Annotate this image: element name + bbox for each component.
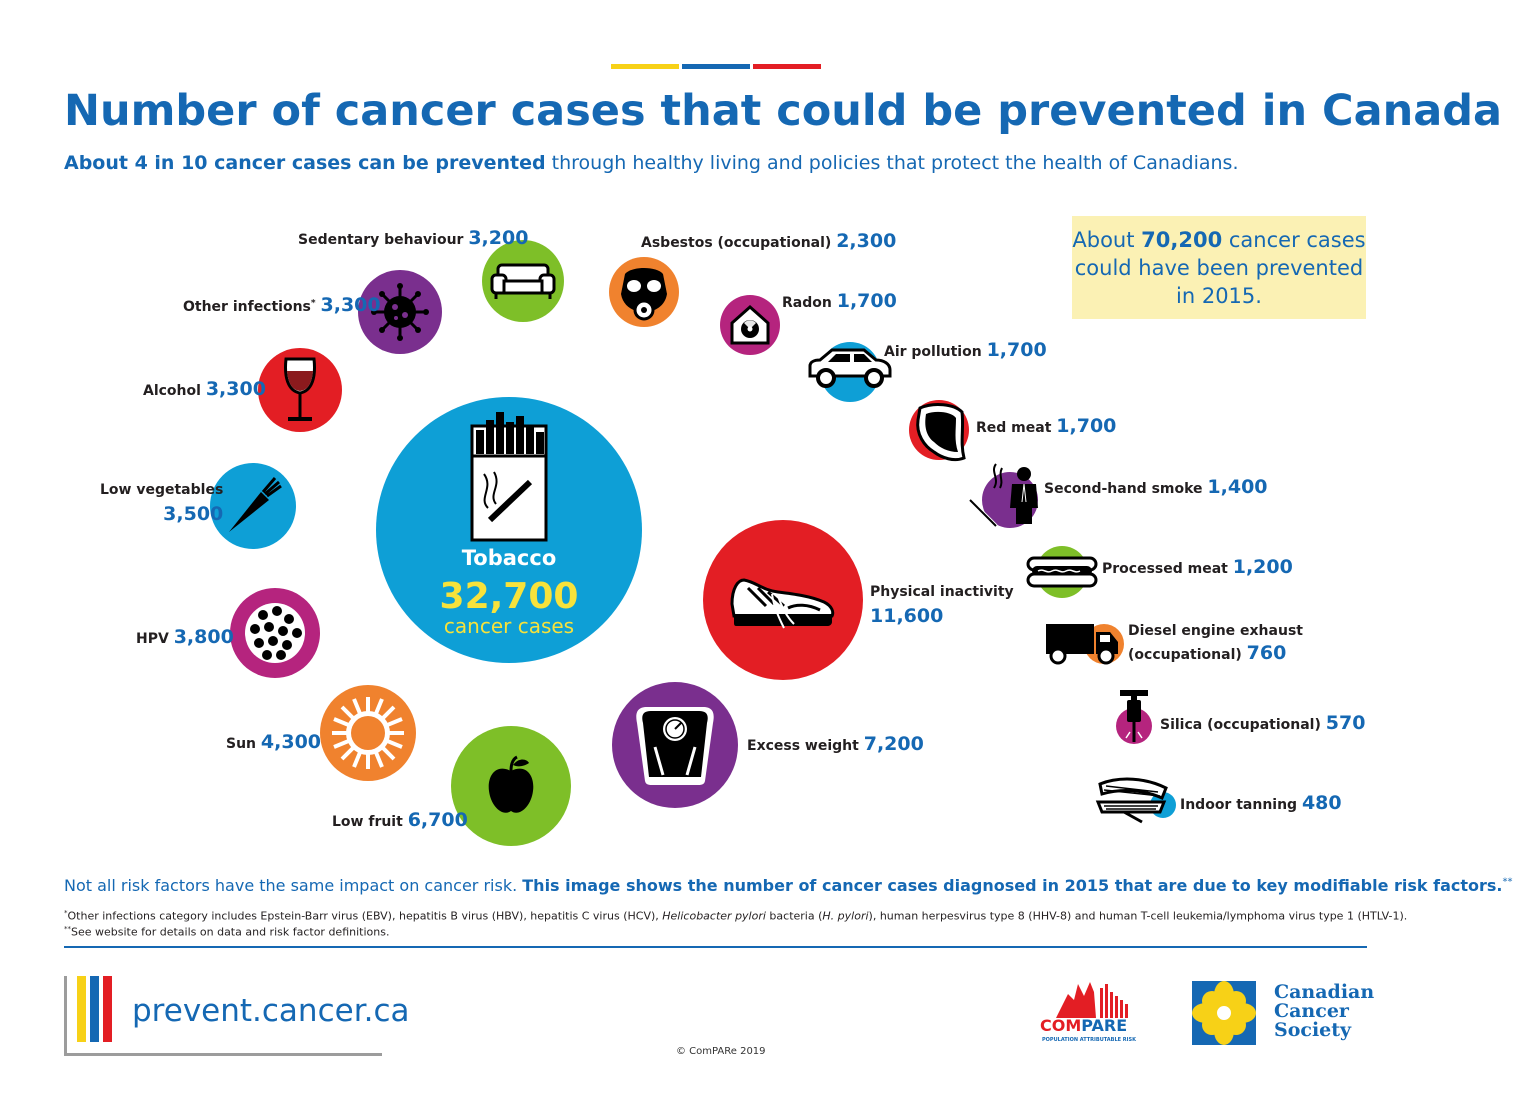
alcohol-circle	[258, 348, 342, 432]
hpv-circle	[230, 588, 320, 678]
sofa-icon	[490, 261, 556, 301]
tobacco-label: Tobacco	[461, 546, 557, 570]
ccs-name: Canadian Cancer Society	[1274, 981, 1375, 1041]
maple-leaf-icon	[1054, 978, 1138, 1020]
compare-tagline: POPULATION ATTRIBUTABLE RISK	[1042, 1037, 1136, 1043]
page-title: Number of cancer cases that could be prevented in Canada	[64, 86, 1503, 136]
divider	[64, 946, 1367, 948]
website-link[interactable]: prevent.cancer.ca	[132, 993, 410, 1029]
apple-icon	[485, 755, 537, 817]
tanning-bed-icon	[1096, 776, 1172, 824]
asbestos-circle	[609, 257, 679, 327]
hpv-label: HPV 3,800	[136, 626, 234, 648]
scale-icon	[633, 703, 717, 787]
other-infections-label: Other infections* 3,300	[183, 294, 381, 316]
subtitle: About 4 in 10 cancer cases can be prevented through healthy living and policies that protect the health of Canadians.	[64, 152, 1239, 174]
silica-label: Silica (occupational) 570	[1160, 712, 1366, 734]
sun-circle	[320, 685, 416, 781]
diesel-label: Diesel engine exhaust (occupational) 760	[1128, 623, 1303, 664]
sneaker-icon	[728, 570, 838, 630]
impact-note: Not all risk factors have the same impact on cancer risk. This image shows the number of cancer cases diagnosed in 2015 that are due to key modifiable risk factors.**	[64, 876, 1513, 895]
sedentary-label: Sedentary behaviour 3,200	[298, 227, 529, 249]
second-hand-smoke-label: Second-hand smoke 1,400	[1044, 476, 1268, 498]
radon-house-icon	[728, 303, 772, 347]
ccs-logo-mark	[1192, 981, 1256, 1045]
wine-glass-icon	[280, 355, 320, 425]
radon-circle	[720, 295, 780, 355]
carrot-icon	[223, 476, 283, 536]
jackhammer-icon	[1114, 688, 1154, 746]
gas-mask-icon	[619, 264, 669, 320]
alcohol-label: Alcohol 3,300	[143, 378, 266, 400]
red-meat-label: Red meat 1,700	[976, 415, 1117, 437]
radon-label: Radon 1,700	[782, 290, 897, 312]
processed-meat-label: Processed meat 1,200	[1102, 556, 1293, 578]
low-vegetables-label: Low vegetables 3,500	[100, 482, 224, 525]
copyright: © ComPARe 2019	[676, 1046, 766, 1057]
smoker-person-icon	[966, 462, 1046, 530]
excess-weight-circle	[612, 682, 738, 808]
physical-inactivity-label: Physical inactivity 11,600	[870, 584, 1014, 627]
asbestos-label: Asbestos (occupational) 2,300	[641, 230, 897, 252]
physical-inactivity-circle	[703, 520, 863, 680]
sedentary-circle	[482, 240, 564, 322]
daffodil-icon	[1192, 981, 1256, 1045]
hpv-virus-icon	[243, 601, 307, 665]
low-fruit-circle	[451, 726, 571, 846]
tobacco-value: 32,700	[439, 576, 579, 617]
indoor-tanning-label: Indoor tanning 480	[1180, 792, 1342, 814]
accent-bar-blue	[682, 64, 750, 69]
sun-icon	[330, 695, 406, 771]
footnote-1: *Other infections category includes Epstein-Barr virus (EBV), hepatitis B virus (HBV), hepatitis C virus (HCV), Helicobacter pylori bacteria (H. pylori), human herpesvirus type 8 (HHV-8) and human T-cell leukemia/lymphoma virus type 1 (HTLV-1).	[64, 909, 1408, 923]
sun-label: Sun 4,300	[226, 731, 322, 753]
accent-bar-yellow	[611, 64, 679, 69]
footnote-2: **See website for details on data and risk factor definitions.	[64, 925, 390, 939]
tobacco-unit: cancer cases	[443, 614, 575, 638]
compare-logo: COMPARE	[1040, 1016, 1128, 1035]
hot-dog-icon	[1026, 556, 1098, 588]
low-fruit-label: Low fruit 6,700	[332, 809, 468, 831]
truck-icon	[1044, 620, 1122, 666]
excess-weight-label: Excess weight 7,200	[747, 733, 924, 755]
accent-bar-red	[753, 64, 821, 69]
steak-icon	[914, 402, 968, 464]
air-pollution-label: Air pollution 1,700	[884, 339, 1047, 361]
cigarette-pack-icon	[468, 408, 550, 544]
car-icon	[806, 346, 892, 390]
callout-box: About 70,200 cancer cases could have been prevented in 2015.	[1072, 216, 1366, 319]
